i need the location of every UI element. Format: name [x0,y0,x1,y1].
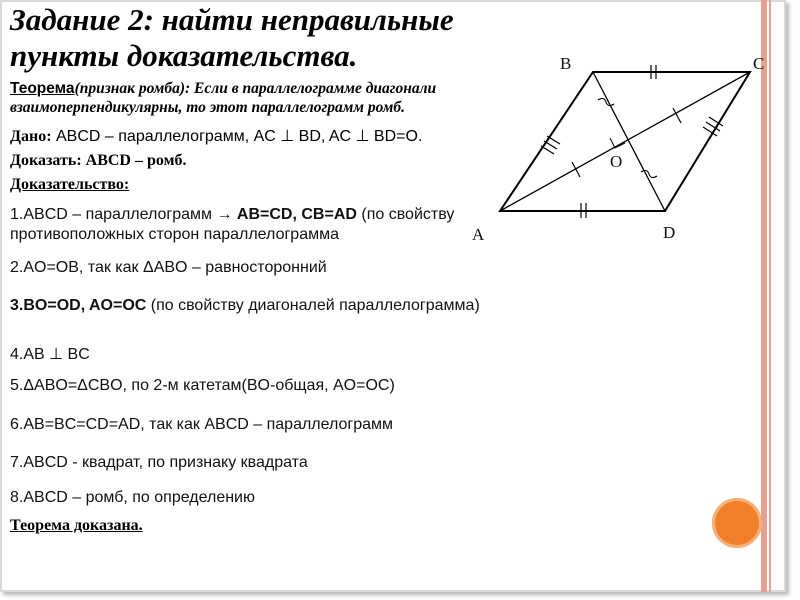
diagonal-ac [500,72,750,211]
step-3-reason: (по свойству диагоналей параллелограмма) [146,297,480,314]
given-label: Дано: [10,128,52,145]
proof-step-5: 5.ΔABO=ΔCBO, по 2-м катетам(BO-общая, AO=OC) [10,377,395,394]
proof-step-7: 7.ABCD - квадрат, по признаку квадрата [10,454,308,471]
step-1-reason: (по свойству противоположных сторон параллелограмма [10,206,455,243]
given-text: ABCD – параллелограмм, AC ⊥ BD, AC ⊥ BD=O. [51,128,423,145]
label-b: B [560,54,572,73]
label-d: D [663,223,676,242]
diagonal-bd [593,72,665,211]
conclusion: Теорема доказана. [10,517,143,534]
side-tick-marks [541,65,723,218]
proof-step-2: 2.AO=OB, так как ΔABO – равносторонний [10,259,327,276]
proof-heading: Доказательство: [10,176,130,193]
prove-line: Доказать: ABCD – ромб. [10,152,187,169]
bd-mark-lower [641,170,657,177]
theorem-text: (признак ромба): Если в параллелограмме диагонали взаимоперпендикулярны, то этот параллелограмм ромб. [10,80,437,116]
proof-step-1 [10,205,480,245]
proof-step-6: 6.AB=BC=CD=AD, так как ABCD – параллелограмм [10,416,394,433]
proof-step-3 [10,296,480,316]
step-1-bold: AB=CD, CB=AD [236,206,357,223]
label-o: O [610,152,623,171]
label-a: A [472,225,485,244]
label-c: C [753,54,765,73]
step-1-start: 1.ABCD – параллелограмм → [10,206,237,223]
rhombus-figure [470,50,770,250]
step-3-bold: 3.BO=OD, AO=OC [10,297,147,314]
diagonal-tick-marks [572,108,681,177]
given-line [10,127,422,146]
theorem-label: Теорема [10,80,75,97]
proof-step-4: 4.AB ⊥ BC [10,346,90,363]
proof-step-8: 8.ABCD – ромб, по определению [10,489,255,506]
bd-mark-upper [598,98,614,105]
orange-circle-decoration [712,498,762,548]
slide-title: Задание 2: найти неправильные пункты доказательства. [10,2,454,73]
